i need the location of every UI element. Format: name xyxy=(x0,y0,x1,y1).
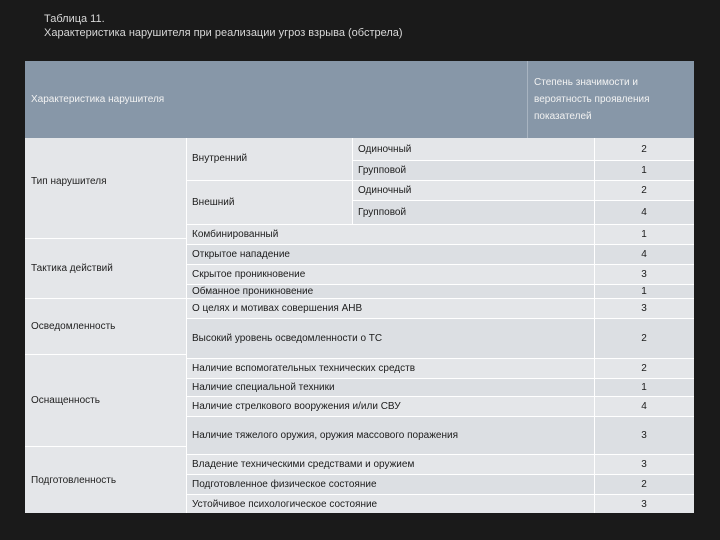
category-awareness: Осведомленность xyxy=(25,298,186,354)
row-value: 3 xyxy=(641,498,647,510)
row-value: 4 xyxy=(641,401,647,412)
row-label: Владение техническими средствами и оружием xyxy=(192,459,415,470)
caption-number: Таблица 11. xyxy=(44,13,105,25)
row-external-group xyxy=(352,200,694,224)
header-significance xyxy=(527,61,694,138)
row-value: 4 xyxy=(641,249,647,260)
row-value: 1 xyxy=(641,286,647,297)
row-label: Открытое нападение xyxy=(192,249,290,260)
row-label: Наличие стрелкового вооружения и/или СВУ xyxy=(192,401,401,412)
offender-characteristics-table xyxy=(25,61,694,513)
column-divider xyxy=(352,138,353,224)
row-label: Устойчивое психологическое состояние xyxy=(192,498,378,510)
row-value: 3 xyxy=(641,303,647,314)
row-internal-group xyxy=(352,160,694,180)
row-label: Подготовленное физическое состояние xyxy=(192,479,377,490)
row-label: Комбинированный xyxy=(192,229,279,240)
row-value: 2 xyxy=(641,333,647,344)
row-label: Высокий уровень осведомленности о ТС xyxy=(192,333,383,344)
row-training-1 xyxy=(186,474,694,494)
row-label: О целях и мотивах совершения АНВ xyxy=(192,303,363,314)
row-label: Обманное проникновение xyxy=(192,286,314,297)
row-label: Наличие специальной техники xyxy=(192,382,335,393)
category-tactics: Тактика действий xyxy=(25,238,186,298)
row-equipment-3 xyxy=(186,416,694,454)
header-characteristic-label: Характеристика нарушителя xyxy=(31,94,165,105)
row-equipment-0 xyxy=(186,358,694,378)
header-significance-label: Степень значимости и вероятность проявления показателей xyxy=(534,77,650,122)
table-caption xyxy=(44,12,403,40)
row-awareness-0 xyxy=(186,298,694,318)
category-training: Подготовленность xyxy=(25,446,186,513)
row-label: Наличие вспомогательных технических средств xyxy=(192,363,416,374)
row-value: 2 xyxy=(641,185,647,196)
row-tactics-1 xyxy=(186,264,694,284)
row-value: 1 xyxy=(641,229,647,240)
row-equipment-2 xyxy=(186,396,694,416)
row-value: 1 xyxy=(641,382,647,393)
row-combined xyxy=(186,224,694,244)
row-value: 3 xyxy=(641,459,647,470)
row-training-2 xyxy=(186,494,694,513)
row-value: 2 xyxy=(641,363,647,374)
row-label: Скрытое проникновение xyxy=(192,269,306,280)
row-value: 3 xyxy=(641,269,647,280)
row-label: Наличие тяжелого оружия, оружия массового поражения xyxy=(192,430,459,441)
row-label: Групповой xyxy=(358,165,407,176)
row-label: Групповой xyxy=(358,207,407,218)
row-value: 2 xyxy=(641,479,647,490)
category-equipment: Оснащенность xyxy=(25,354,186,446)
row-label: Одиночный xyxy=(358,185,412,196)
row-internal-single xyxy=(352,138,694,160)
row-tactics-0 xyxy=(186,244,694,264)
category-offender-type: Тип нарушителя xyxy=(25,138,186,224)
internal-offender-cell: Внутренний xyxy=(186,138,352,180)
row-value: 3 xyxy=(641,430,647,441)
column-divider xyxy=(594,138,595,513)
external-offender-cell: Внешний xyxy=(186,180,352,224)
row-external-single xyxy=(352,180,694,200)
row-value: 4 xyxy=(641,207,647,218)
row-value: 2 xyxy=(641,143,647,155)
row-equipment-1 xyxy=(186,378,694,396)
row-tactics-2 xyxy=(186,284,694,298)
row-training-0 xyxy=(186,454,694,474)
row-awareness-1 xyxy=(186,318,694,358)
caption-title: Характеристика нарушителя при реализации угроз взрыва (обстрела) xyxy=(44,27,403,39)
header-characteristic xyxy=(25,61,527,138)
row-label: Одиночный xyxy=(358,143,412,155)
row-value: 1 xyxy=(641,165,647,176)
column-divider xyxy=(186,138,187,513)
